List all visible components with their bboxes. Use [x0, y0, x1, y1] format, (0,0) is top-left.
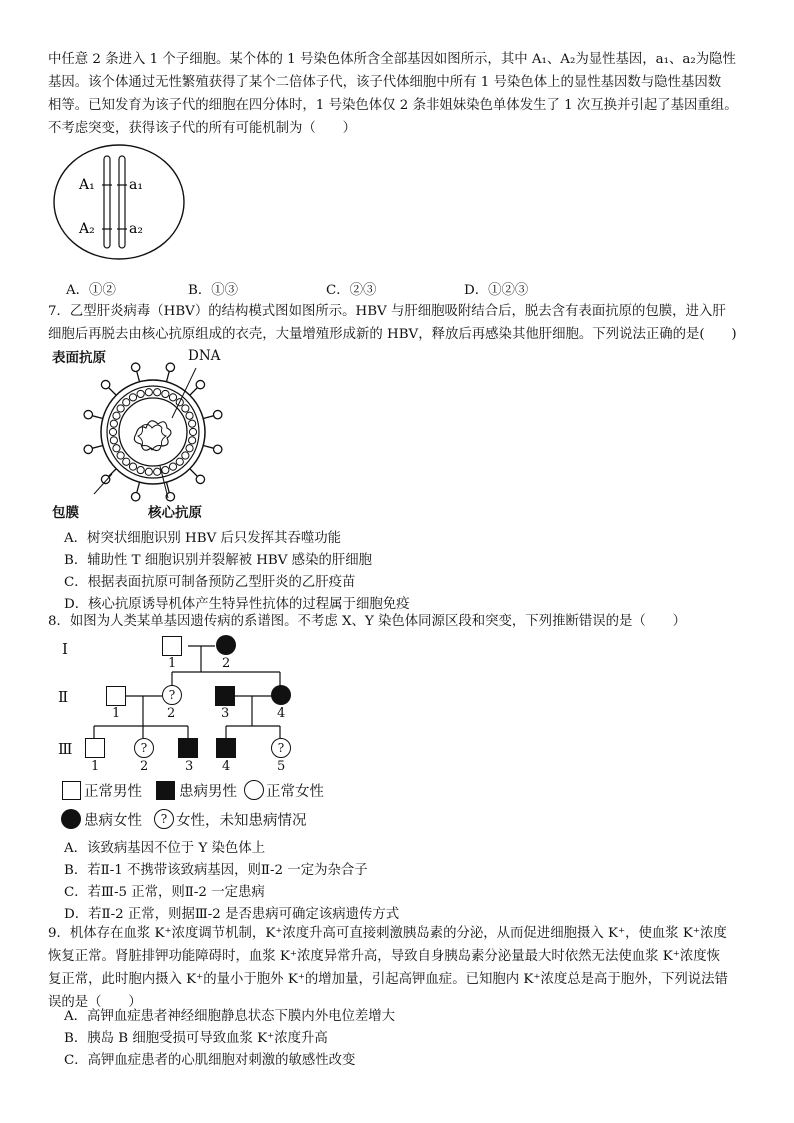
hbv-diagram: [48, 346, 248, 524]
q8-stem: [48, 610, 756, 633]
q7-option-b: B．辅助性 T 细胞识别并裂解被 HBV 感染的肝细胞: [64, 553, 373, 568]
gen2-num-3: 3: [221, 706, 230, 721]
unknown-mark: ?: [140, 741, 148, 755]
label-core-antigen: 核心抗原: [148, 505, 202, 521]
gen3-num-1: 1: [91, 759, 100, 774]
gen3-male-3-affected: [178, 738, 198, 758]
legend-affected-male-symbol: [156, 781, 175, 800]
q6-option-d: D．①②③: [464, 283, 529, 298]
gene-A2-label: A₂: [79, 221, 95, 237]
q9-option-b: B．胰岛 B 细胞受损可导致血浆 K⁺浓度升高: [64, 1031, 328, 1046]
gen3-female-5-unknown: [271, 738, 291, 758]
label-envelope: 包膜: [52, 505, 79, 521]
gene-a2-label: a₂: [129, 221, 143, 237]
gen2-num-4: 4: [277, 706, 286, 721]
hbv-virus-drawing: [68, 356, 238, 506]
q6-line-3: 相等。已知发育为该子代的细胞在四分体时，1 号染色体仅 2 条非姐妹染色单体发生了 1 次互换并引起了基因重组。: [48, 98, 738, 113]
unknown-mark: ?: [277, 741, 285, 755]
gen3-male-4-affected: [216, 738, 236, 758]
legend-normal-male-symbol: [62, 781, 81, 800]
q8-option-b: B．若Ⅱ-1 不携带该致病基因，则Ⅱ-2 一定为杂合子: [64, 863, 368, 878]
legend-normal-female: 正常女性: [266, 784, 324, 800]
q9-line-4: 误的是（ ）: [48, 995, 142, 1010]
gen-3-label: Ⅲ: [58, 740, 73, 758]
q9-option-a: A．高钾血症患者神经细胞静息状态下膜内外电位差增大: [64, 1009, 396, 1024]
gen2-male-1: [106, 686, 126, 706]
unknown-mark: ?: [168, 688, 176, 702]
legend-affected-female: 患病女性: [84, 813, 142, 829]
legend-unknown-female-symbol: [154, 809, 174, 829]
q6-option-a: A．①②: [66, 283, 116, 298]
label-dna: DNA: [188, 348, 221, 364]
q6-line-1: 中任意 2 条进入 1 个子细胞。某个体的 1 号染色体所含全部基因如图所示，其中 A₁、A₂为显性基因，a₁、a₂为隐性: [48, 52, 736, 67]
q8-option-d: D．若Ⅱ-2 正常，则据Ⅲ-2 是否患病可确定该病遗传方式: [64, 907, 400, 922]
pedigree-chart: [48, 632, 388, 782]
gen-1-label: Ⅰ: [62, 640, 68, 658]
q7-option-d: D．核心抗原诱导机体产生特异性抗体的过程属于细胞免疫: [64, 597, 410, 612]
legend-affected-male: 患病男性: [179, 784, 237, 800]
label-surface-antigen: 表面抗原: [52, 350, 106, 366]
q7-option-c: C．根据表面抗原可制备预防乙型肝炎的乙肝疫苗: [64, 575, 356, 590]
gen2-female-4-affected: [271, 685, 291, 705]
gen2-num-1: 1: [112, 706, 121, 721]
q6-line-4: 不考虑突变，获得该子代的所有可能机制为（ ）: [48, 121, 356, 136]
q6-line-2: 基因。该个体通过无性繁殖获得了某个二倍体子代，该子代体细胞中所有 1 号染色体上的显性基因数与隐性基因数: [48, 75, 722, 90]
q6-option-b: B．①③: [188, 283, 239, 298]
gen-2-label: Ⅱ: [58, 688, 69, 706]
legend-unknown-female: 女性，未知患病情况: [176, 813, 307, 829]
q9-line-2: 恢复正常。肾脏排钾功能障碍时，血浆 K⁺浓度异常升高，导致自身胰岛素分泌量最大时依然无法使血浆 K⁺浓度恢: [48, 949, 721, 964]
chromosome-figure: [52, 142, 188, 262]
gen2-male-3-affected: [215, 686, 235, 706]
gen3-female-2-unknown: [134, 738, 154, 758]
legend-normal-female-symbol: [244, 780, 264, 800]
q9-line-3: 复正常，此时胞内摄入 K⁺的量小于胞外 K⁺的增加量，引起高钾血症。已知胞内 K⁺浓度总是高于胞外，下列说法错: [48, 972, 728, 987]
gen3-num-4: 4: [222, 759, 231, 774]
gen1-male-1: [162, 636, 182, 656]
legend-row-1: [60, 780, 360, 802]
unknown-mark: ?: [160, 812, 168, 826]
q8-option-c: C．若Ⅲ-5 正常，则Ⅱ-2 一定患病: [64, 885, 265, 900]
q9-line-1: 9．机体存在血浆 K⁺浓度调节机制，K⁺浓度升高可直接刺激胰岛素的分泌，从而促进细胞摄入 K⁺，使血浆 K⁺浓度: [48, 926, 727, 941]
q6-stem: [48, 48, 756, 140]
q9-stem: [48, 922, 756, 1014]
gen3-male-1: [85, 738, 105, 758]
q7-option-a: A．树突状细胞识别 HBV 后只发挥其吞噬功能: [64, 531, 342, 546]
gen1-num-2: 2: [222, 656, 231, 671]
q8-line-1: 8．如图为人类某单基因遗传病的系谱图。不考虑 X、Y 染色体同源区段和突变，下列推断错误的是（ ）: [48, 614, 686, 629]
gen2-female-2-unknown: [162, 685, 182, 705]
q6-option-c: C．②③: [326, 283, 377, 298]
q9-option-c: C．高钾血症患者的心肌细胞对刺激的敏感性改变: [64, 1053, 356, 1068]
legend-normal-male: 正常男性: [84, 784, 142, 800]
legend-affected-female-symbol: [61, 809, 81, 829]
gen1-num-1: 1: [168, 656, 177, 671]
gene-A1-label: A₁: [79, 177, 95, 193]
q7-stem: [48, 300, 756, 346]
gen3-num-2: 2: [140, 759, 149, 774]
gen3-num-3: 3: [185, 759, 194, 774]
gene-a1-label: a₁: [129, 177, 143, 193]
q7-line-2: 细胞后再脱去由核心抗原组成的衣壳，大量增殖形成新的 HBV，释放后再感染其他肝细胞。下列说法正确的是( ): [48, 327, 737, 342]
legend-row-2: [60, 809, 360, 831]
gen1-female-2-affected: [216, 635, 236, 655]
q8-option-a: A．该致病基因不位于 Y 染色体上: [64, 841, 266, 856]
gen2-num-2: 2: [167, 706, 176, 721]
gen3-num-5: 5: [277, 759, 286, 774]
q7-line-1: 7．乙型肝炎病毒（HBV）的结构模式图如图所示。HBV 与肝细胞吸附结合后，脱去含有表面抗原的包膜，进入肝: [48, 304, 726, 319]
